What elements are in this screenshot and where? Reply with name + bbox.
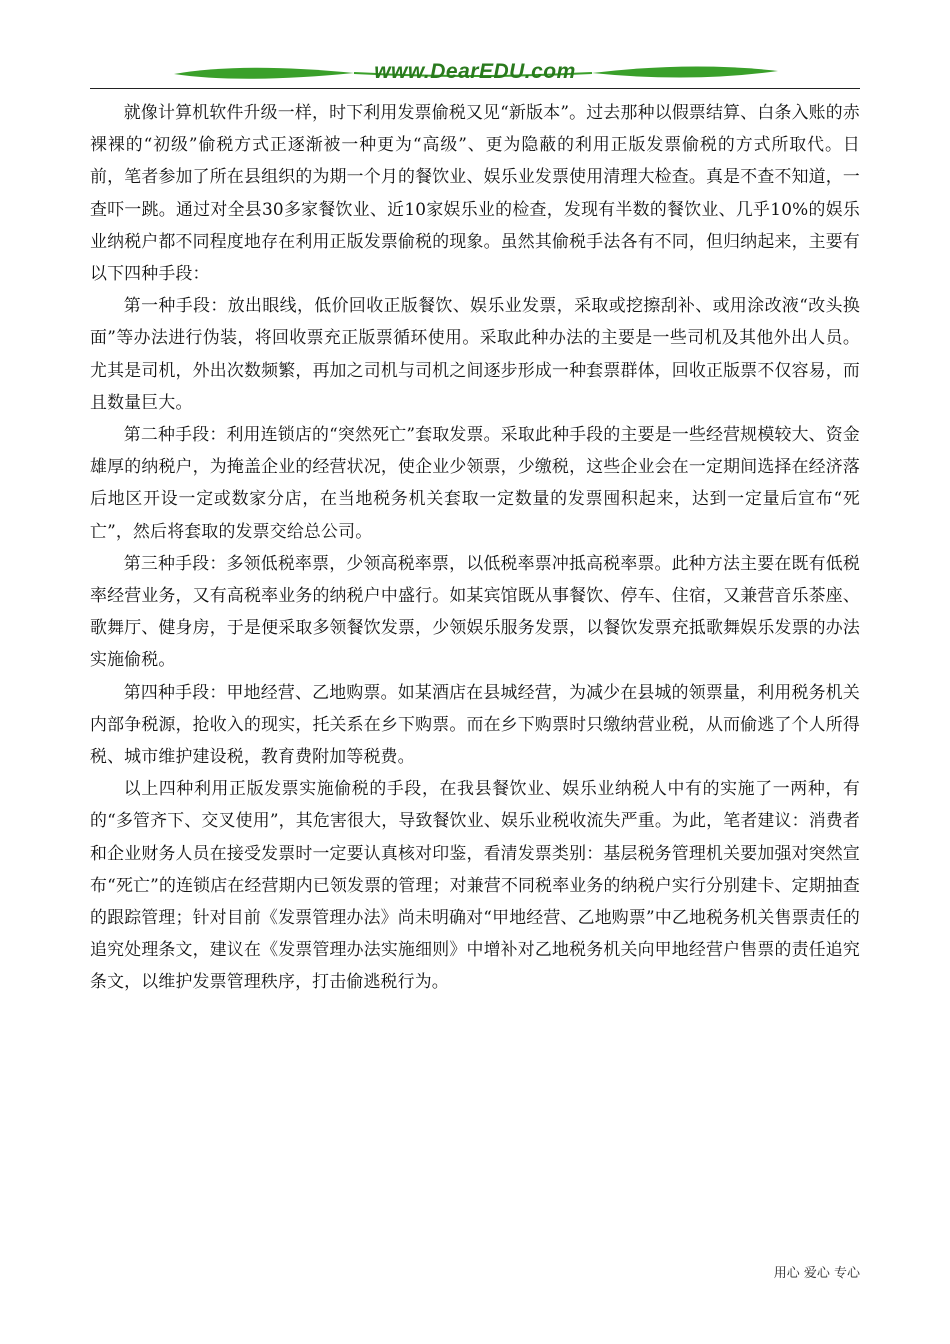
- header-divider: [90, 88, 860, 89]
- footer-slogan: 用心 爱心 专心: [773, 1266, 860, 1281]
- paragraph-method-1: 第一种手段：放出眼线，低价回收正版餐饮、娱乐业发票，采取或挖擦刮补、或用涂改液“改头换面”等办法进行伪装，将回收票充正版票循环使用。采取此种办法的主要是一些司机及其他外出人员。尤其是司机，外出次数频繁，再加之司机与司机之间逐步形成一种套票群体，回收正版票不仅容易，而且数量巨大。: [90, 295, 860, 412]
- site-header: [92, 58, 858, 92]
- paragraph-method-4: 第四种手段：甲地经营、乙地购票。如某酒店在县城经营，为减少在县城的领票量，利用税务机关内部争税源，抢收入的现实，托关系在乡下购票。而在乡下购票时只缴纳营业税，从而偷逃了个人所得税、城市维护建设税，教育费附加等税费。: [90, 681, 860, 767]
- paragraph-conclusion: 以上四种利用正版发票实施偷税的手段，在我县餐饮业、娱乐业纳税人中有的实施了一两种，有的“多管齐下、交叉使用”，其危害很大，导致餐饮业、娱乐业税收流失严重。为此，笔者建议：消费者和企业财务人员在接受发票时一定要认真核对印鉴，看清发票类别：基层税务管理机关要加强对突然宣布“死亡”的连锁店在经营期内已领发票的管理；对兼营不同税率业务的纳税户实行分别建卡、定期抽查的跟踪管理；针对目前《发票管理办法》尚未明确对“甲地经营、乙地购票”中乙地税务机关售票责任的追究处理条文，建议在《发票管理办法实施细则》中增补对乙地税务机关向甲地经营户售票的责任追究条文，以维护发票管理秩序，打击偷逃税行为。: [90, 778, 860, 992]
- site-logo: www.DearEDU.com: [374, 60, 576, 83]
- article-body: [90, 96, 860, 998]
- paragraph-method-3: 第三种手段：多领低税率票，少领高税率票，以低税率票冲抵高税率票。此种方法主要在既有低税率经营业务，又有高税率业务的纳税户中盛行。如某宾馆既从事餐饮、停车、住宿，又兼营音乐茶座、歌舞厅、健身房，于是便采取多领餐饮发票，少领娱乐服务发票，以餐饮发票充抵歌舞娱乐发票的办法实施偷税。: [90, 552, 860, 670]
- paragraph-intro: 就像计算机软件升级一样，时下利用发票偷税又见“新版本”。过去那种以假票结算、白条入账的赤裸裸的“初级”偷税方式正逐渐被一种更为“高级”、更为隐蔽的利用正版发票偷税的方式所取代。日前，笔者参加了所在县组织的为期一个月的餐饮业、娱乐业发票使用清理大检查。真是不查不知道，一查吓一跳。通过对全县30多家餐饮业、近10家娱乐业的检查，发现有半数的餐饮业、几乎10%的娱乐业纳税户都不同程度地存在利用正版发票偷税的现象。虽然其偷税手法各有不同，但归纳起来，主要有以下四种手段：: [90, 102, 860, 284]
- paragraph-method-2: 第二种手段：利用连锁店的“突然死亡”套取发票。采取此种手段的主要是一些经营规模较大、资金雄厚的纳税户，为掩盖企业的经营状况，使企业少领票，少缴税，这些企业会在一定期间选择在经济落后地区开设一定或数家分店，在当地税务机关套取一定数量的发票囤积起来，达到一定量后宣布“死亡”，然后将套取的发票交给总公司。: [90, 424, 860, 541]
